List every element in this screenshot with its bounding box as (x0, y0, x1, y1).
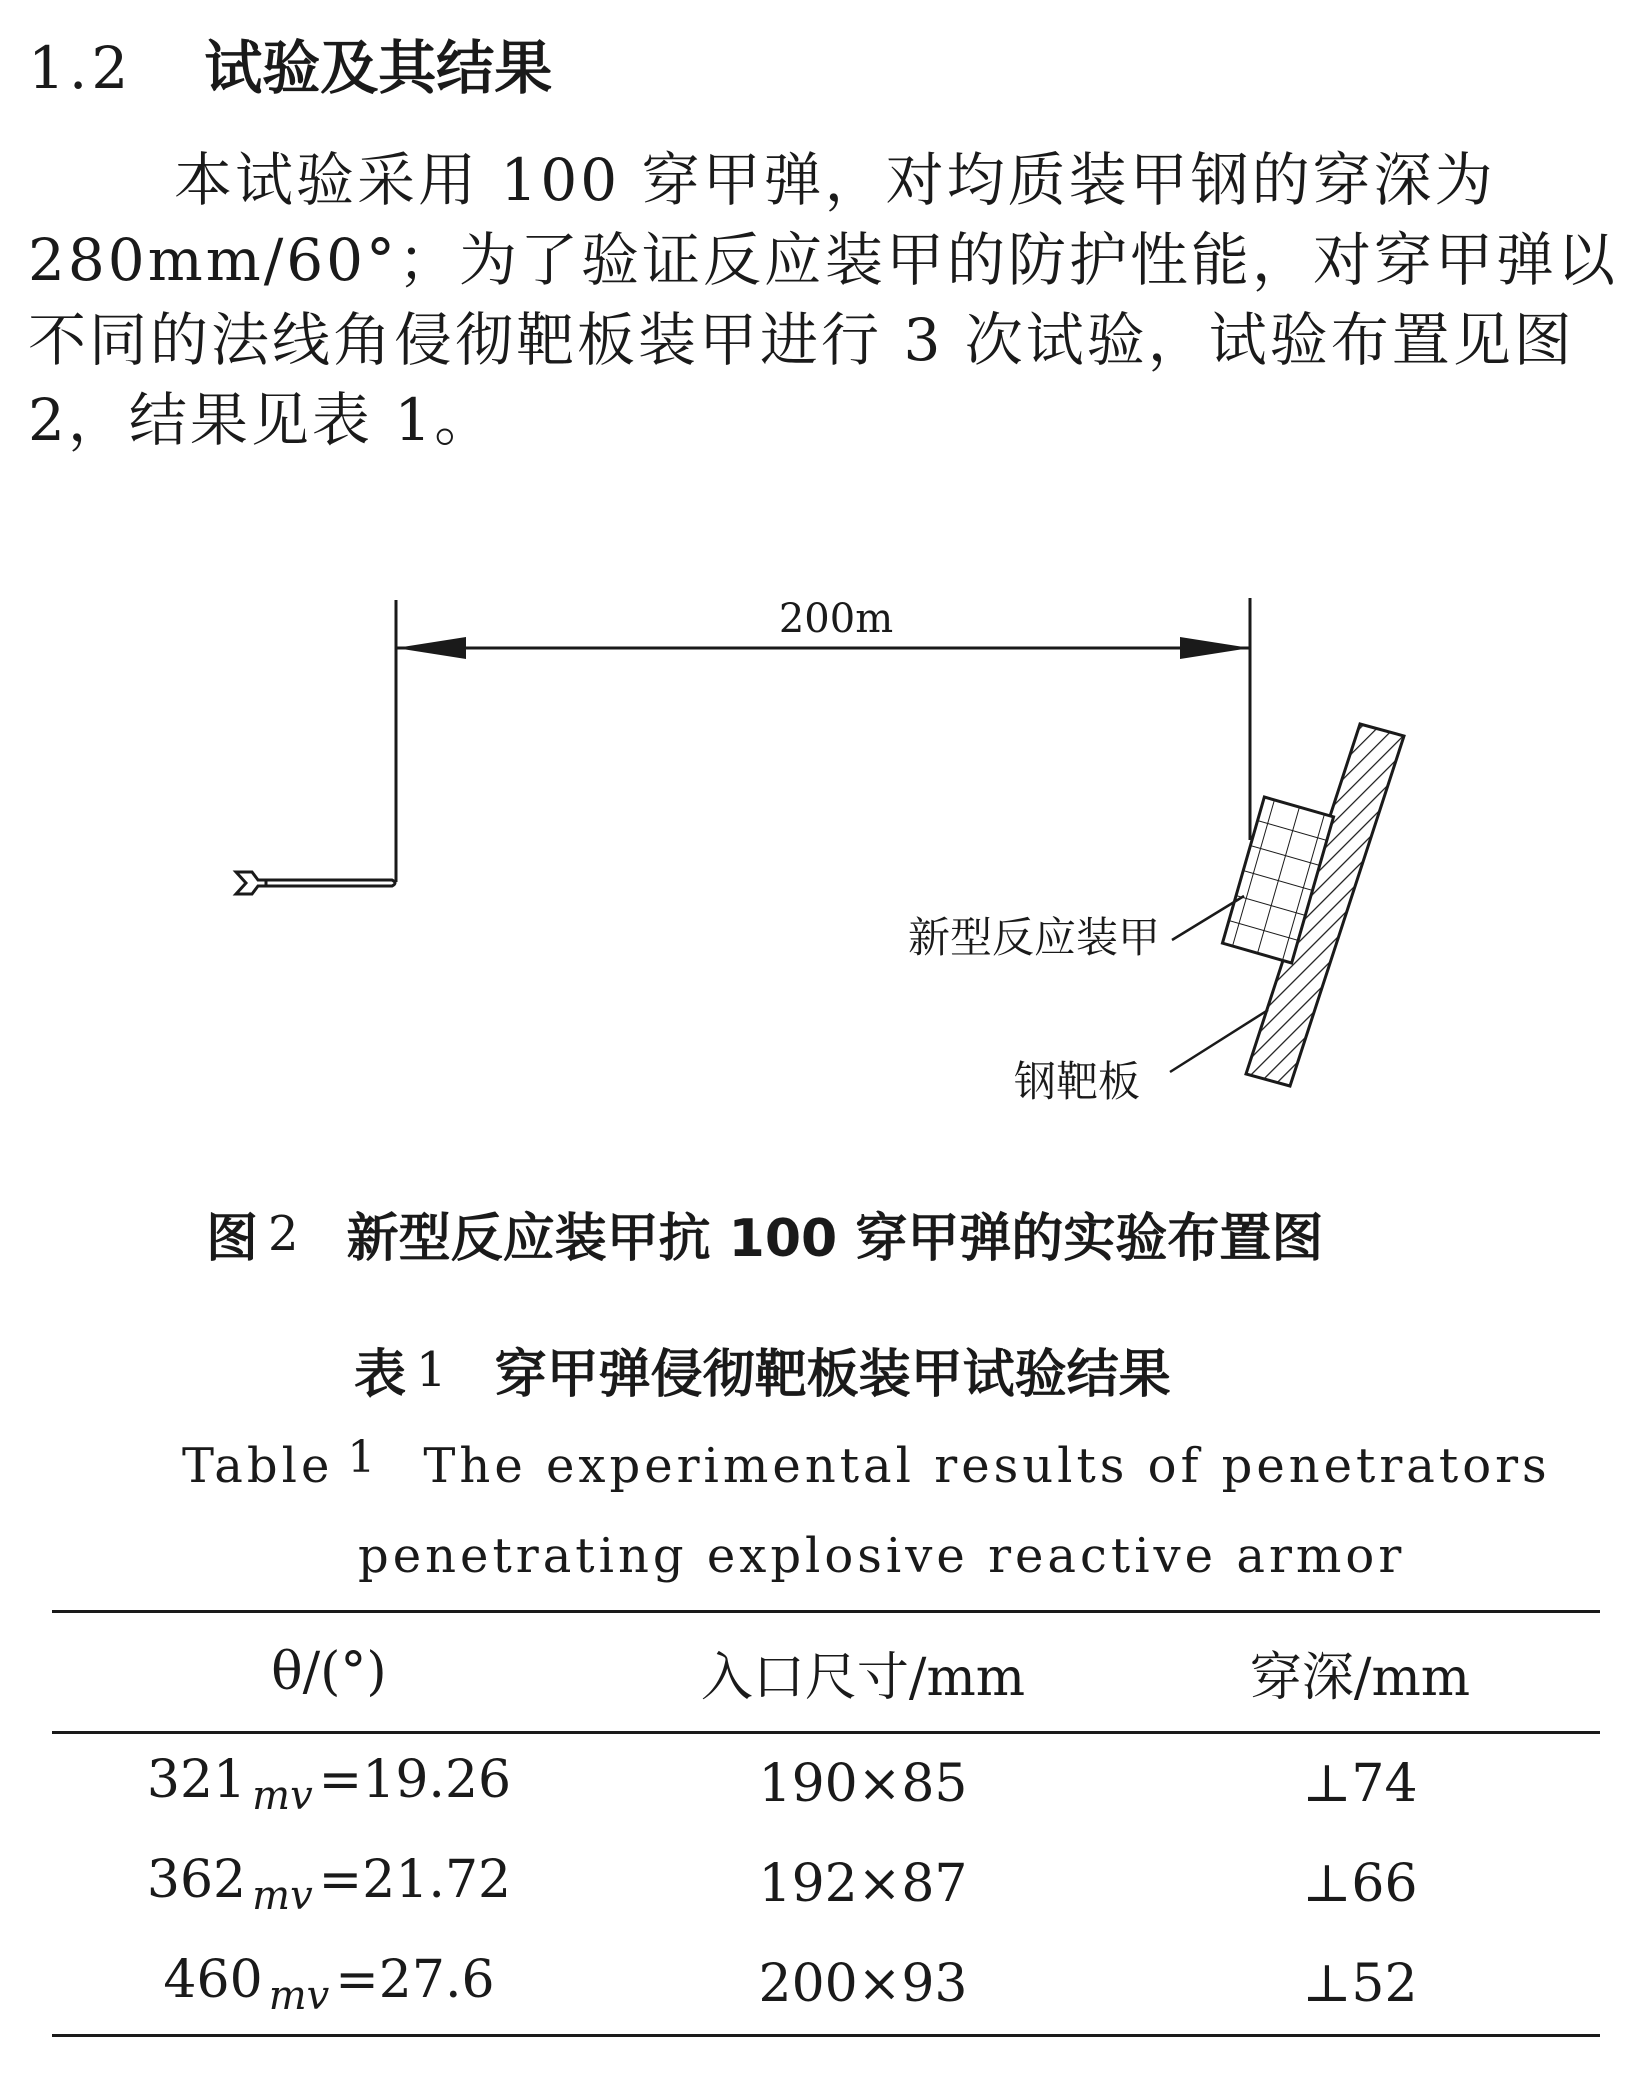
results-table (52, 1610, 1600, 2037)
velocity-value: 460 (163, 1949, 263, 2010)
era-label: 新型反应装甲 (907, 913, 1160, 962)
header-penetration-depth: 穿深/mm (1120, 1612, 1600, 1733)
figure-caption-text: 新型反应装甲抗 100 穿甲弹的实验布置图 (346, 1209, 1324, 1269)
left-arrowhead (396, 637, 466, 659)
angle-value: =21.72 (318, 1849, 512, 1910)
table-caption-number: 1 (416, 1342, 447, 1398)
velocity-value: 362 (146, 1849, 247, 1910)
table-header-row (52, 1612, 1600, 1733)
distance-label: 200m (778, 596, 894, 642)
header-entry-size: 入口尺寸/mm (606, 1612, 1120, 1733)
table-caption-text: 穿甲弹侵彻靶板装甲试验结果 (494, 1345, 1171, 1405)
table-caption (354, 1332, 1171, 1407)
velocity-subscript: mv (268, 1972, 330, 2019)
right-arrowhead (1180, 637, 1250, 659)
cell-depth: ⊥52 (1120, 1934, 1600, 2036)
table-caption-prefix: 表 (354, 1345, 407, 1405)
velocity-subscript: mv (252, 1872, 313, 1919)
cell-depth: ⊥74 (1302, 1754, 1418, 1814)
figure-caption-prefix: 图 (206, 1209, 259, 1269)
velocity-subscript: mv (252, 1772, 313, 1819)
table-row (52, 1733, 1600, 1835)
figure-caption (206, 1196, 1323, 1271)
plate-label: 钢靶板 (1013, 1057, 1140, 1106)
section-title: 试验及其结果 (204, 34, 553, 102)
cell-entry-size: 190×85 (758, 1754, 968, 1814)
cell-angle (52, 1834, 606, 1934)
section-heading (28, 28, 552, 108)
table-row (52, 1834, 1600, 1934)
section-number: 1.2 (28, 34, 133, 102)
angle-value: =19.26 (318, 1749, 512, 1810)
table-row (52, 1934, 1600, 2036)
experiment-layout-diagram (0, 580, 1652, 1140)
cell-entry-size: 192×87 (758, 1854, 968, 1914)
cell-angle (52, 1934, 606, 2036)
figure-caption-number: 2 (268, 1206, 299, 1262)
body-paragraph: 本试验采用 100 穿甲弹，对均质装甲钢的穿深为 280mm/60°；为了验证反应装甲的防护性能，对穿甲弹以不同的法线角侵彻靶板装甲进行 3 次试验，试验布置见图 2，结果见表 1。 (28, 146, 1619, 454)
table-caption-en-text: The experimental results of penetrators (423, 1438, 1551, 1494)
cell-depth: ⊥66 (1302, 1854, 1418, 1914)
angle-value: =27.6 (335, 1949, 495, 2010)
table-caption-en-line1 (182, 1432, 1551, 1494)
table-caption-en-number: 1 (347, 1432, 380, 1483)
table-caption-en-line2: penetrating explosive reactive armor (358, 1528, 1406, 1584)
cell-entry-size: 200×93 (606, 1934, 1120, 2036)
table-caption-en-prefix: Table (182, 1438, 334, 1494)
gun-icon (236, 872, 395, 894)
cell-angle (52, 1733, 606, 1835)
velocity-value: 321 (146, 1749, 247, 1810)
header-angle: θ/(°) (52, 1612, 606, 1733)
